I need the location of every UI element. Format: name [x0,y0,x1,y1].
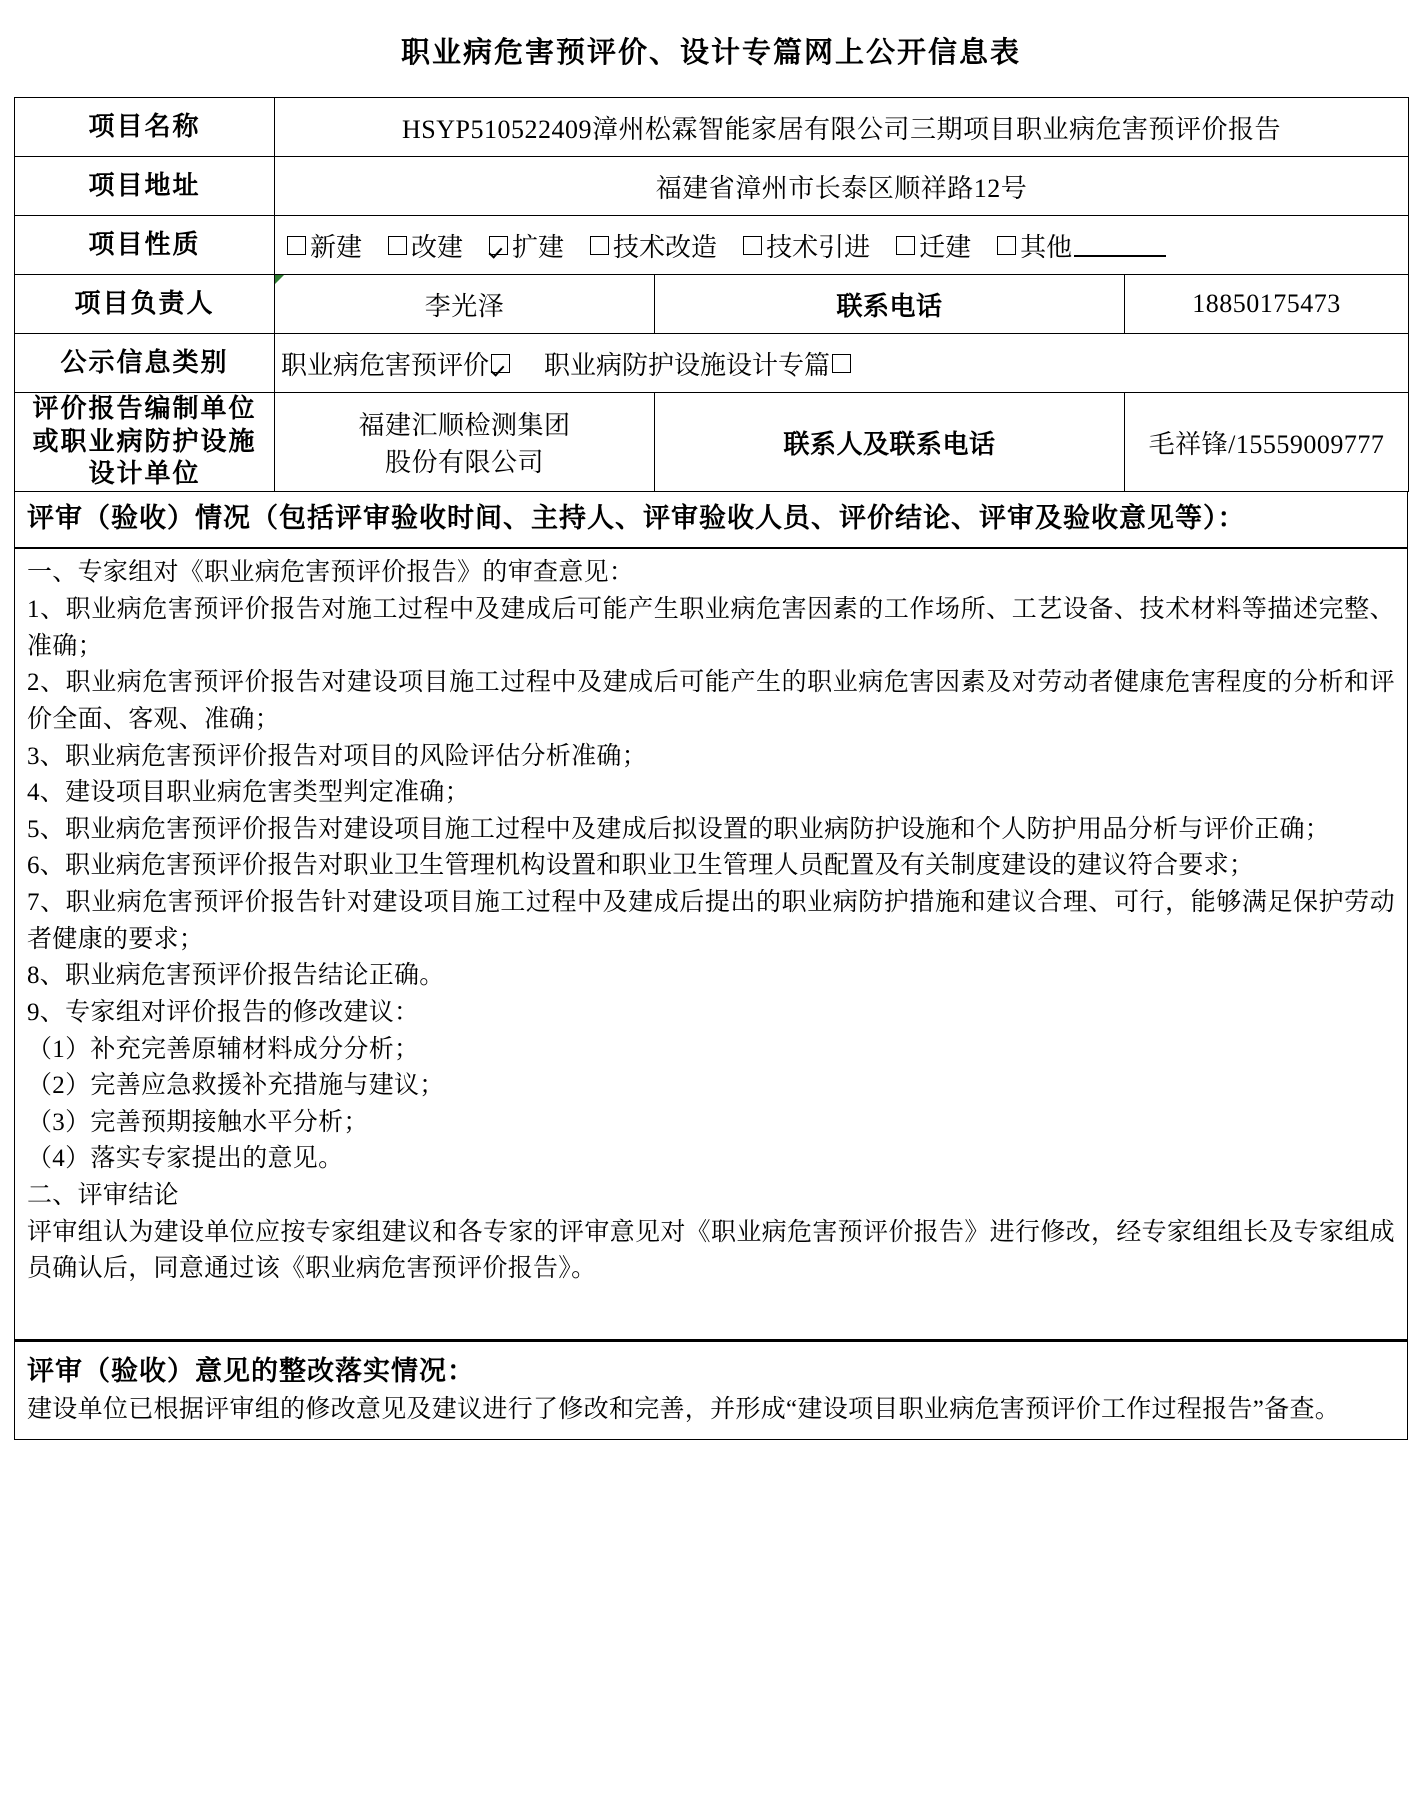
checkbox-empty-icon[interactable] [997,236,1016,255]
label-unit-contact: 联系人及联系电话 [655,393,1125,492]
label-public-info-type: 公示信息类别 [15,334,275,393]
checkbox-empty-icon[interactable] [743,236,762,255]
public-info-type-option-label: 职业病防护设施设计专篇 [544,350,831,380]
review-paragraph: 9、专家组对评价报告的修改建议： [27,998,420,1026]
table-row-public-info-type [15,334,1409,393]
label-project-name: 项目名称 [15,98,275,157]
public-info-type-option-0[interactable] [281,345,510,382]
table-row-project-address [15,157,1409,216]
label-project-address: 项目地址 [15,157,275,216]
review-paragraph: 1、职业病危害预评价报告对施工过程中及建成后可能产生职业病危害因素的工作场所、工艺设备、技术材料等描述完整、准确； [27,596,1395,660]
project-nature-other-input[interactable] [1074,233,1166,257]
checkbox-empty-icon[interactable] [832,354,851,373]
review-paragraph: （1）补充完善原辅材料成分分析； [27,1035,420,1063]
label-contact-phone: 联系电话 [655,275,1125,334]
project-nature-option-label: 迁建 [919,232,972,262]
review-paragraph: 8、职业病危害预评价报告结论正确。 [27,962,445,990]
value-public-info-type [275,334,1409,393]
review-paragraph: 4、建设项目职业病危害类型判定准确； [27,779,470,807]
label-project-nature: 项目性质 [15,216,275,275]
value-evaluation-unit-line2: 股份有限公司 [384,448,544,477]
project-leader-text: 李光泽 [424,291,505,321]
review-paragraph: （2）完善应急救援补充措施与建议； [27,1072,445,1100]
page-title: 职业病危害预评价、设计专篇网上公开信息表 [400,37,1021,69]
rectification-text: 建设单位已根据评审组的修改意见及建议进行了修改和完善，并形成“建设项目职业病危害预评价工作过程报告”备查。 [27,1396,1341,1424]
checkbox-empty-icon[interactable] [388,236,407,255]
rectification-header: 评审（验收）意见的整改落实情况： [27,1356,475,1387]
table-row-project-leader [15,275,1409,334]
review-paragraph: 2、职业病危害预评价报告对建设项目施工过程中及建成后可能产生的职业病危害因素及对劳动者健康危害程度的分析和评价全面、客观、准确； [27,669,1395,733]
project-nature-option-label: 技术引进 [766,232,871,262]
checkbox-empty-icon[interactable] [896,236,915,255]
project-nature-option-4[interactable] [743,227,870,264]
public-info-type-option-label: 职业病危害预评价 [281,350,490,380]
review-paragraph: （4）落实专家提出的意见。 [27,1145,344,1173]
green-corner-mark [275,275,284,284]
review-paragraph: 7、职业病危害预评价报告针对建设项目施工过程中及建成后提出的职业病防护措施和建议合理、可行，能够满足保护劳动者健康的要求； [27,889,1395,953]
value-project-leader [275,275,655,334]
checkbox-empty-icon[interactable] [287,236,306,255]
table-row-evaluation-unit [15,393,1409,492]
project-nature-option-other[interactable] [997,227,1166,264]
rectification-body [15,1392,1407,1439]
project-nature-option-other-label: 其他 [1020,232,1073,262]
project-nature-option-label: 改建 [411,232,464,262]
checkbox-empty-icon[interactable] [590,236,609,255]
review-section-header: 评审（验收）情况（包括评审验收时间、主持人、评审验收人员、评价结论、评审及验收意见等）： [15,492,1407,549]
project-nature-option-label: 新建 [310,232,363,262]
table-row-project-name [15,98,1409,157]
review-paragraph: 6、职业病危害预评价报告对职业卫生管理机构设置和职业卫生管理人员配置及有关制度建设的建议符合要求； [27,852,1255,880]
label-evaluation-unit [15,393,275,492]
value-project-address: 福建省漳州市长泰区顺祥路12号 [275,157,1409,216]
review-paragraph: （3）完善预期接触水平分析； [27,1108,369,1136]
label-evaluation-unit-line2: 或职业病防护设施 [32,426,257,456]
table-row-project-nature [15,216,1409,275]
value-project-nature [275,216,1409,275]
value-evaluation-unit [275,393,655,492]
rectification-section [14,1340,1408,1440]
public-info-type-option-1[interactable] [544,345,851,382]
project-nature-checkbox-group [275,227,1408,264]
project-nature-option-0[interactable] [287,227,362,264]
label-evaluation-unit-line1: 评价报告编制单位 [32,394,257,424]
review-paragraph: 一、专家组对《职业病危害预评价报告》的审查意见： [27,559,635,587]
value-evaluation-unit-line1: 福建汇顺检测集团 [358,411,571,440]
review-paragraph: 5、职业病危害预评价报告对建设项目施工过程中及建成后拟设置的职业病防护设施和个人防护用品分析与评价正确； [27,815,1331,843]
project-nature-option-2[interactable] [489,227,564,264]
review-paragraph: 3、职业病危害预评价报告对项目的风险评估分析准确； [27,742,648,770]
project-nature-option-label: 技术改造 [613,232,718,262]
review-section [14,492,1408,1340]
value-contact-phone: 18850175473 [1125,275,1409,334]
public-info-type-checkbox-group [275,345,1408,382]
project-nature-option-label: 扩建 [512,232,565,262]
checkbox-checked-icon[interactable] [491,354,510,373]
review-section-body [15,549,1407,1339]
value-unit-contact: 毛祥锋/15559009777 [1125,393,1409,492]
review-paragraph: 评审组认为建设单位应按专家组建议和各专家的评审意见对《职业病危害预评价报告》进行修改，经专家组组长及专家组成员确认后，同意通过该《职业病危害预评价报告》。 [27,1218,1395,1283]
checkbox-checked-icon[interactable] [489,236,508,255]
project-nature-option-5[interactable] [896,227,971,264]
review-paragraph: 二、评审结论 [27,1182,179,1210]
value-project-name: HSYP510522409漳州松霖智能家居有限公司三期项目职业病危害预评价报告 [275,98,1409,157]
label-project-leader: 项目负责人 [15,275,275,334]
project-nature-option-1[interactable] [388,227,463,264]
label-evaluation-unit-line3: 设计单位 [88,459,201,489]
info-table [14,97,1409,492]
project-nature-option-3[interactable] [590,227,717,264]
